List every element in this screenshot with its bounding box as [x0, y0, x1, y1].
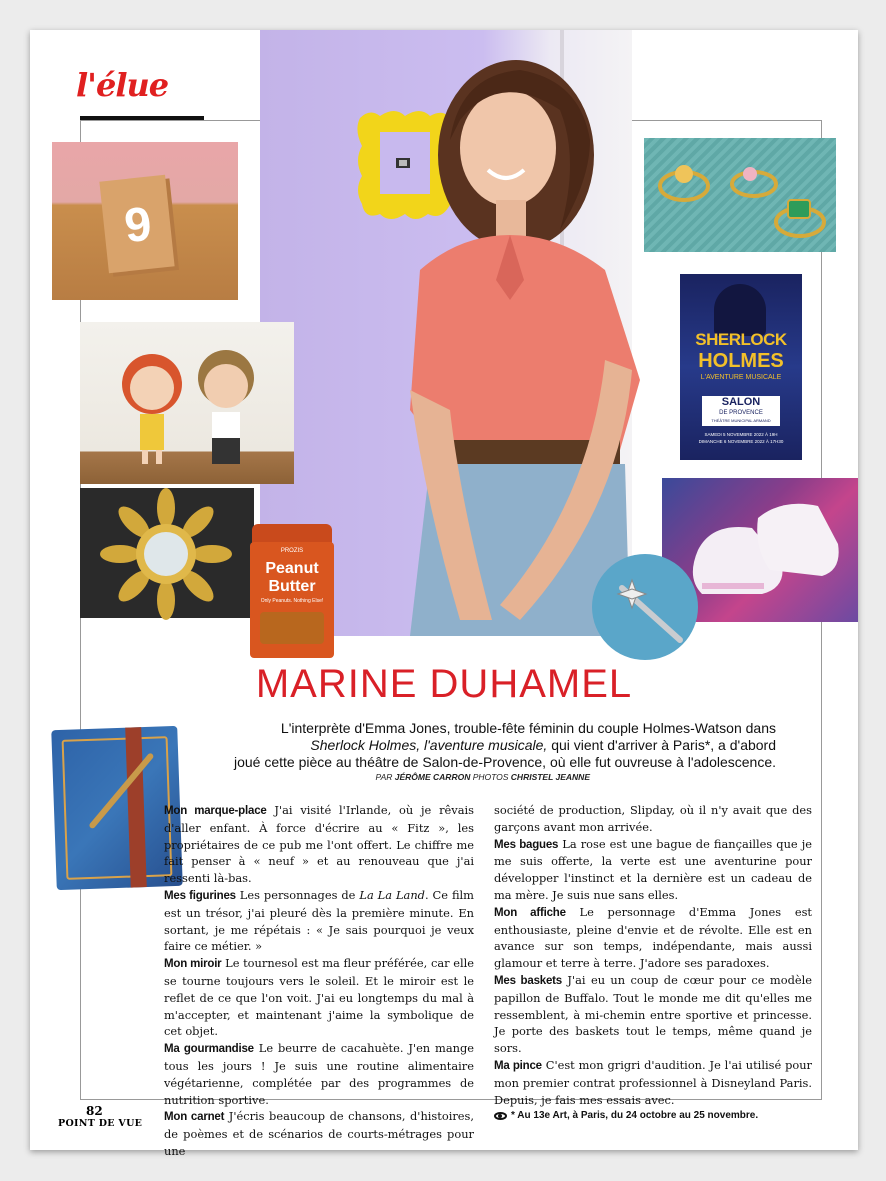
article-column-2: [494, 802, 812, 1125]
poster-date-2: DIMANCHE 6 NOVEMBRE 2022 À 17H30: [698, 439, 784, 444]
byline-photographer: CHRISTEL JEANNE: [510, 772, 590, 782]
paragraph-figurines: [164, 887, 474, 955]
magazine-name: POINT DE VUE: [58, 1118, 143, 1129]
paragraph-affiche: [494, 904, 812, 972]
intro-line-2-rest: qui vient d'arriver à Paris*, a d'abord: [547, 737, 776, 753]
poster-title-2: HOLMES: [698, 350, 784, 372]
rings-photo: [644, 138, 836, 252]
interviewee-name: MARINE DUHAMEL: [255, 662, 633, 706]
film-title: La La Land: [359, 887, 425, 902]
mirror-photo: [80, 488, 254, 618]
poster-venue-2: DE PROVENCE: [719, 410, 763, 416]
text-marque-place: J'ai visité l'Irlande, où je rêvais d'aller enfant. À force d'écrire au « Fitz », les propriétaires de ce pub me l'ont offert. Le chiffre me fait penser à « neuf » et au renouveau que j'ai ressenti là-bas.: [164, 803, 474, 886]
paragraph-gourmandise: [164, 1040, 474, 1108]
eye-icon: [494, 1112, 507, 1120]
title-rule: [80, 116, 204, 120]
label-miroir: Mon miroir: [164, 958, 222, 971]
label-pince: Ma pince: [494, 1059, 542, 1072]
paragraph-marque-place: [164, 802, 474, 887]
peanut-brand: PROZIS: [280, 548, 304, 554]
paragraph-miroir: [164, 955, 474, 1040]
text-bagues: La rose est une bague de fiançailles que je me suis offerte, la verte est une aventurine pour développer l'instinct et la dernière est un cadeau de ma mère. Je suis nue sans elles.: [494, 836, 812, 902]
text-pince: C'est mon grigri d'audition. Je l'ai utilisé pour mon premier contrat professionnel à Disneyland Paris. Depuis, je fais mes essais avec.: [494, 1057, 812, 1107]
figurines-photo: [80, 322, 294, 484]
poster-title-1: SHERLOCK: [695, 330, 787, 349]
hair-clip-photo: [592, 554, 698, 660]
peanut-line-2: Butter: [268, 578, 316, 595]
peanut-butter-photo: [248, 524, 336, 662]
text-baskets: J'ai eu un coup de cœur pour ce modèle papillon de Buffalo. Tout le monde me dit qu'elles me ressemblent, à mi-chemin entre sportive et princesse. Je porte des baskets tout le temps, même quand je sors.: [494, 972, 813, 1056]
byline-author: JÉRÔME CARRON: [394, 772, 471, 782]
text-affiche: Le personnage d'Emma Jones est enthousiaste, pleine d'envie et de révolte. Elle est en avance sur son temps, indépendante, mais aussi glamour et terre à terre. J'adore ses paradoxes.: [494, 904, 812, 971]
footnote: [494, 1108, 812, 1125]
paragraph-pince: [494, 1057, 812, 1108]
magazine-page: [30, 30, 858, 1158]
intro-paragraph: [210, 720, 776, 771]
section-title: l'élue: [76, 66, 169, 104]
paragraph-bagues: [494, 836, 812, 904]
text-gourmandise: Le beurre de cacahuète. J'en mange tous les jours ! Je suis une routine alimentaire végétarienne, complétée par des programmes de nutrition sportive.: [164, 1041, 474, 1107]
paragraph-carnet-cont: société de production, Slipday, où il n'y avait que des garçons avant mon arrivée.: [494, 803, 812, 834]
article-column-1: [164, 802, 474, 1160]
text-carnet: J'écris beaucoup de chansons, d'histoires, de poèmes et de scénarios de courts-métrages pour une: [164, 1109, 474, 1158]
intro-line-3: joué cette pièce au théâtre de Salon-de-Provence, où elle fut ouvreuse à l'adolescence.: [233, 754, 776, 770]
text-figurines-b: . Ce film est un trésor, j'ai pleuré dès la première minute. En sortant, je me répétais : « Je sais pourquoi je veux faire ce métier. »: [164, 887, 474, 954]
label-bagues: Mes bagues: [494, 838, 559, 851]
poster-theatre: THÉÂTRE MUNICIPAL ARMAND: [711, 418, 771, 423]
intro-line-1: L'interprète d'Emma Jones, trouble-fête féminin du couple Holmes-Watson dans: [280, 720, 776, 736]
paragraph-carnet: [164, 1108, 474, 1159]
byline: [210, 772, 590, 782]
label-baskets: Mes baskets: [494, 974, 562, 987]
label-gourmandise: Ma gourmandise: [164, 1043, 254, 1056]
byline-photos: PHOTOS: [470, 772, 511, 782]
number-block-photo: [52, 142, 238, 300]
page-number: 82: [86, 1104, 103, 1118]
peanut-sub: Only Peanuts. Nothing Else!: [260, 598, 324, 604]
poster-venue: SALON: [721, 396, 761, 408]
label-carnet: Mon carnet: [164, 1111, 225, 1124]
label-marque-place: Mon marque-place: [164, 805, 267, 817]
text-figurines-a: Les personnages de: [235, 887, 360, 902]
peanut-line-1: Peanut: [265, 560, 319, 577]
text-miroir: Le tournesol est ma fleur préférée, car elle se tourne toujours vers le soleil. Et le miroir est le reflet de ce que l'on voit. J'ai eu longtemps du mal à m'accepter, et maintenant j'aime la symbolique de cet objet.: [164, 956, 474, 1039]
poster-sub: L'AVENTURE MUSICALE: [700, 374, 782, 381]
byline-par: PAR: [375, 772, 395, 782]
poster-date-1: SAMEDI 5 NOVEMBRE 2022 À 19H: [704, 432, 778, 437]
footnote-text: * Au 13e Art, à Paris, du 24 octobre au 25 novembre.: [511, 1110, 759, 1122]
label-affiche: Mon affiche: [494, 906, 566, 919]
intro-line-2: [210, 737, 776, 754]
show-title: Sherlock Holmes, l'aventure musicale,: [310, 737, 548, 753]
paragraph-baskets: [494, 972, 812, 1057]
label-figurines: Mes figurines: [164, 889, 236, 902]
number-block-digit: 9: [121, 197, 155, 254]
musical-poster: [680, 274, 802, 460]
